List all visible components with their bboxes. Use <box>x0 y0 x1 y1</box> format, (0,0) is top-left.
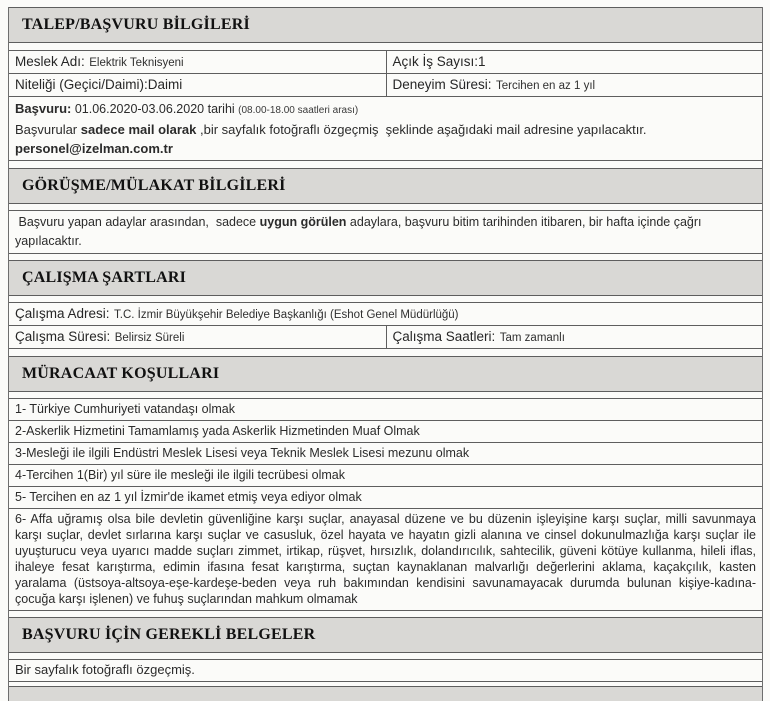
required-document-item: Bir sayfalık fotoğraflı özgeçmiş. <box>15 662 195 677</box>
requirement-item: 5- Tercihen en az 1 yıl İzmir'de ikamet etmiş veya ediyor olmak <box>15 490 362 504</box>
field-label: Çalışma Saatleri: <box>392 329 496 344</box>
section-title: GÖRÜŞME/MÜLAKAT BİLGİLERİ <box>22 177 286 194</box>
requirement-item: 2-Askerlik Hizmetini Tamamlamış yada Askerlik Hizmetinden Muaf Olmak <box>15 424 420 438</box>
basvuru-dates-line <box>15 99 756 120</box>
requirement-item: 1- Türkiye Cumhuriyeti vatandaşı olmak <box>15 402 235 416</box>
requirement-row <box>9 443 762 465</box>
field-value: Tam zamanlı <box>499 332 565 344</box>
table-row <box>9 303 762 326</box>
talep-table <box>9 50 762 161</box>
job-posting-document <box>8 7 763 701</box>
requirement-row <box>9 421 762 443</box>
section-header-belgeler <box>9 617 762 653</box>
acik-is-cell <box>386 51 763 73</box>
field-label: Çalışma Adresi: <box>15 306 110 321</box>
section-title: TALEP/BAŞVURU BİLGİLERİ <box>22 16 250 33</box>
basvuru-cell <box>9 97 762 160</box>
spacer <box>9 43 762 50</box>
field-value: Tercihen en az 1 yıl <box>496 80 596 92</box>
section-header-calisma <box>9 260 762 296</box>
requirement-row <box>9 399 762 421</box>
gorusme-text-cell <box>9 211 762 253</box>
section-title: MÜRACAAT KOŞULLARI <box>22 365 220 382</box>
field-value: T.C. İzmir Büyükşehir Belediye Başkanlığı (Eshot Genel Müdürlüğü) <box>114 309 459 321</box>
basvuru-method-line <box>15 120 756 139</box>
basvuru-hours: (08.00-18.00 saatleri arası) <box>238 105 359 116</box>
section-header-talep <box>9 7 762 43</box>
requirement-item: 4-Tercihen 1(Bir) yıl süre ile mesleği ile ilgili tecrübesi olmak <box>15 468 345 482</box>
field-value: 1 <box>478 54 486 69</box>
field-label: Niteliği (Geçici/Daimi): <box>15 77 148 92</box>
requirement-row <box>9 465 762 487</box>
deneyim-cell <box>386 74 763 96</box>
section-header-muracaat <box>9 356 762 392</box>
table-row <box>9 97 762 161</box>
basvuru-label: Başvuru: <box>15 101 72 116</box>
table-row <box>9 211 762 254</box>
next-section-band-cutoff <box>9 686 762 701</box>
section-header-gorusme <box>9 168 762 204</box>
field-label: Deneyim Süresi: <box>392 77 492 92</box>
muracaat-table <box>9 398 762 611</box>
text-segment: Başvurular <box>15 122 81 137</box>
text-segment: ,bir sayfalık fotoğraflı özgeçmiş şeklinde aşağıdaki mail adresine yapılacaktır. <box>196 122 647 137</box>
requirement-item: 3-Mesleği ile ilgili Endüstri Meslek Lisesi veya Teknik Meslek Lisesi mezunu olmak <box>15 446 470 460</box>
calisma-suresi-cell <box>9 326 386 348</box>
table-row <box>9 326 762 349</box>
calisma-adresi-cell <box>9 303 762 325</box>
gorusme-table <box>9 210 762 254</box>
spacer <box>9 161 762 168</box>
requirement-item-long: 6- Affa uğramış olsa bile devletin güvenliğine karşı suçlar, anayasal düzene ve bu düzenin işleyişine karşı suçlar, milli savunmaya karşı suçlar, devlet sırlarına karşı suçlar ve casusluk, özel hayata ve hayatın gizli alanına ve cinsel dokunulmazlığa karşı suçlar ile uyuşturucu veya uyarıcı madde suçları zimmet, irtikap, rüşvet, hırsızlık, dolandırıcılık, sahtecilik, güveni kötüye kullanma, hileli iflas, ihaleye fesat karıştırma, edimin ifasına fesat karıştırma, suçtan kaynaklanan malvarlığı değerlerini aklama, kaçakçılık, kasten yaralama (üstsoya-altsoya-eşe-kardeşe-beden veya ruh bakımından kendisini savunamayacak durumda bulunan kişiye-kadına-çocuğa karşı işlenen) ve fuhuş suçlarından mahkum olmamak <box>15 512 756 606</box>
table-row <box>9 660 762 682</box>
section-title: ÇALIŞMA ŞARTLARI <box>22 269 187 286</box>
requirement-row <box>9 487 762 509</box>
field-value: Belirsiz Süreli <box>114 332 185 344</box>
calisma-table <box>9 302 762 349</box>
field-label: Açık İş Sayısı: <box>392 54 479 69</box>
field-label: Çalışma Süresi: <box>15 329 111 344</box>
meslek-adi-cell <box>9 51 386 73</box>
text-segment-bold: sadece mail olarak <box>80 122 197 137</box>
text-segment-bold: uygun görülen <box>259 215 347 229</box>
calisma-saatleri-cell <box>386 326 763 348</box>
niteligi-cell <box>9 74 386 96</box>
field-value: Daimi <box>147 77 183 92</box>
requirement-row <box>9 509 762 611</box>
application-email: personel@izelman.com.tr <box>15 141 173 156</box>
field-value: Elektrik Teknisyeni <box>89 57 184 69</box>
field-label: Meslek Adı: <box>15 54 85 69</box>
spacer <box>9 349 762 356</box>
table-row <box>9 51 762 74</box>
text-segment: adaylara, başvuru bitim tarihinden itibaren, bir hafta içinde çağrı yapılacaktır. <box>15 215 705 248</box>
belgeler-table <box>9 659 762 682</box>
table-row <box>9 74 762 97</box>
section-title: BAŞVURU İÇİN GEREKLİ BELGELER <box>22 626 316 643</box>
text-segment: Başvuru yapan adaylar arasından, sadece <box>15 215 260 229</box>
basvuru-dates: 01.06.2020-03.06.2020 tarihi <box>71 102 239 116</box>
